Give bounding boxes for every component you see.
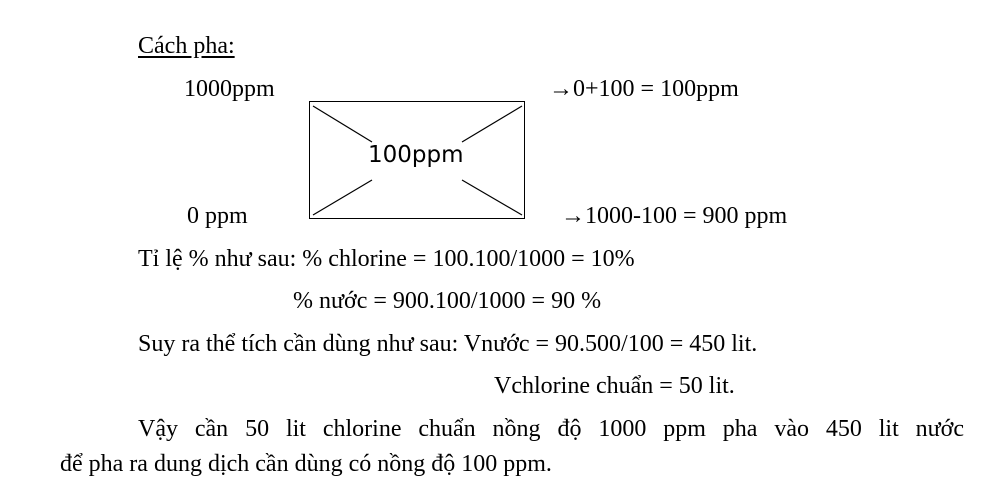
conclusion-line-1: Vậy cần 50 lit chlorine chuẩn nồng độ 1000 ppm pha vào 450 lit nước	[138, 416, 964, 442]
target-concentration-label: 100ppm	[368, 142, 464, 168]
stock-parts-result: →0+100 = 100ppm	[549, 76, 739, 102]
diluent-concentration-label: 0 ppm	[187, 203, 248, 229]
ratio-water-line: % nước = 900.100/1000 = 90 %	[293, 288, 602, 314]
section-heading: Cách pha:	[138, 33, 235, 59]
diluent-parts-result: →1000-100 = 900 ppm	[561, 203, 788, 229]
stock-concentration-label: 1000ppm	[184, 76, 275, 102]
arrow-line-top-left	[313, 106, 372, 142]
arrow-line-bottom-left	[313, 180, 372, 215]
volume-chlorine-line: Vchlorine chuẩn = 50 lit.	[494, 373, 735, 399]
arrow-line-bottom-right	[462, 180, 522, 215]
conclusion-line-2: để pha ra dung dịch cần dùng có nồng độ 100 ppm.	[60, 451, 552, 477]
ratio-chlorine-line: Tỉ lệ % như sau: % chlorine = 100.100/1000 = 10%	[138, 246, 635, 272]
volume-water-line: Suy ra thể tích cần dùng như sau: Vnước = 90.500/100 = 450 lit.	[138, 331, 758, 357]
arrow-line-top-right	[462, 106, 522, 142]
